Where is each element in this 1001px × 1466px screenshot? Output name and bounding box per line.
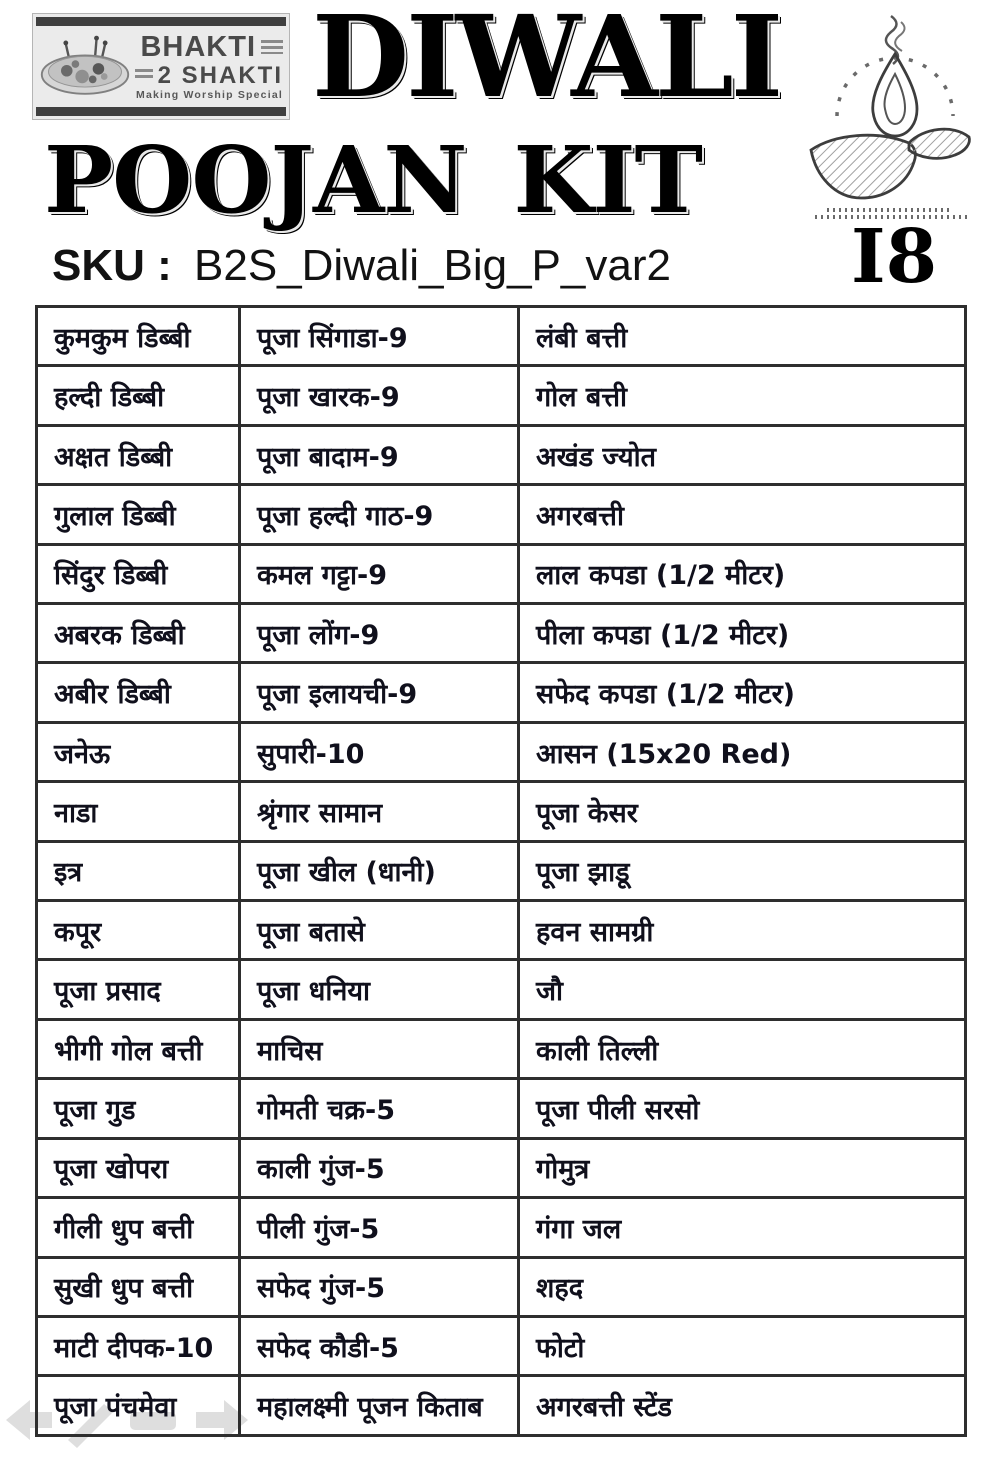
table-cell: सुखी धुप बत्ती (37, 1257, 240, 1316)
table-row (37, 1079, 966, 1138)
triple-bar-icon (135, 69, 153, 81)
table-cell: पूजा पंचमेवा (37, 1376, 240, 1436)
table-row (37, 366, 966, 425)
table-cell: पूजा बतासे (240, 901, 519, 960)
sku-value: B2S_Diwali_Big_P_var2 (194, 241, 671, 290)
table-row (37, 722, 966, 781)
triple-bar-icon (261, 40, 283, 54)
table-cell: काली तिल्ली (519, 1019, 966, 1078)
table-cell: अगरबत्ती स्टेंड (519, 1376, 966, 1436)
table-row (37, 1019, 966, 1078)
table-cell: गोल बत्ती (519, 366, 966, 425)
table-cell: पूजा इलायची-9 (240, 663, 519, 722)
table-cell: नाडा (37, 782, 240, 841)
table-cell: फोटो (519, 1316, 966, 1375)
table-cell: पूजा लोंग-9 (240, 604, 519, 663)
table-cell: जौ (519, 960, 966, 1019)
table-cell: सफेद गुंज-5 (240, 1257, 519, 1316)
table-cell: गोमुत्र (519, 1138, 966, 1197)
table-row (37, 841, 966, 900)
table-cell: अबीर डिब्बी (37, 663, 240, 722)
table-cell: कमल गट्टा-9 (240, 544, 519, 603)
table-row (37, 307, 966, 366)
table-cell: हल्दी डिब्बी (37, 366, 240, 425)
table-cell: कुमकुम डिब्बी (37, 307, 240, 366)
puja-thali-icon (37, 33, 133, 101)
table-cell: पूजा खारक-9 (240, 366, 519, 425)
table-cell: भीगी गोल बत्ती (37, 1019, 240, 1078)
kit-table-body (37, 307, 966, 1436)
table-cell: कपूर (37, 901, 240, 960)
table-cell: हवन सामग्री (519, 901, 966, 960)
logo-top-bar (36, 17, 286, 26)
table-cell: पीला कपडा (1/2 मीटर) (519, 604, 966, 663)
table-cell: गुलाल डिब्बी (37, 485, 240, 544)
table-cell: गंगा जल (519, 1198, 966, 1257)
table-row (37, 782, 966, 841)
table-cell: पूजा केसर (519, 782, 966, 841)
table-row (37, 901, 966, 960)
table-cell: सफेद कौडी-5 (240, 1316, 519, 1375)
table-row (37, 960, 966, 1019)
table-cell: आसन (15x20 Red) (519, 722, 966, 781)
page-title-line1: DIWALI (312, 0, 781, 123)
table-cell: पूजा गुड (37, 1079, 240, 1138)
table-cell: लंबी बत्ती (519, 307, 966, 366)
table-cell: पीली गुंज-5 (240, 1198, 519, 1257)
table-cell: पूजा सिंगाडा-9 (240, 307, 519, 366)
kit-code: I8 (851, 214, 938, 300)
sku-label: SKU : (52, 241, 172, 290)
brand-logo (32, 13, 290, 120)
logo-tagline: Making Worship Special (136, 88, 283, 101)
table-cell: काली गुंज-5 (240, 1138, 519, 1197)
kit-contents-table (35, 305, 967, 1437)
table-cell: अगरबत्ती (519, 485, 966, 544)
table-cell: पूजा खील (धानी) (240, 841, 519, 900)
logo-bottom-bar (36, 107, 286, 116)
table-cell: महालक्ष्मी पूजन किताब (240, 1376, 519, 1436)
table-row (37, 663, 966, 722)
table-cell: गोमती चक्र-5 (240, 1079, 519, 1138)
sku-line (52, 241, 671, 291)
table-cell: पूजा बादाम-9 (240, 425, 519, 484)
table-cell: अखंड ज्योत (519, 425, 966, 484)
table-cell: अक्षत डिब्बी (37, 425, 240, 484)
logo-text (133, 32, 283, 101)
table-row (37, 1257, 966, 1316)
table-cell: लाल कपडा (1/2 मीटर) (519, 544, 966, 603)
table-row (37, 425, 966, 484)
table-cell: माटी दीपक-10 (37, 1316, 240, 1375)
table-cell: श्रृंगार सामान (240, 782, 519, 841)
table-cell: माचिस (240, 1019, 519, 1078)
table-cell: पूजा प्रसाद (37, 960, 240, 1019)
table-cell: शहद (519, 1257, 966, 1316)
table-cell: पूजा धनिया (240, 960, 519, 1019)
table-cell: गीली धुप बत्ती (37, 1198, 240, 1257)
table-cell: अबरक डिब्बी (37, 604, 240, 663)
table-row (37, 1198, 966, 1257)
table-cell: सफेद कपडा (1/2 मीटर) (519, 663, 966, 722)
page-title-line2: POOJAN KIT (44, 126, 702, 234)
table-row (37, 544, 966, 603)
logo-brand-line1: BHAKTI (140, 31, 256, 64)
table-cell: पूजा पीली सरसो (519, 1079, 966, 1138)
table-cell: जनेऊ (37, 722, 240, 781)
table-cell: पूजा झाडू (519, 841, 966, 900)
logo-brand-line2: 2 SHAKTI (157, 61, 283, 89)
table-cell: सुपारी-10 (240, 722, 519, 781)
table-row (37, 1316, 966, 1375)
table-cell: सिंदुर डिब्बी (37, 544, 240, 603)
diya-lamp-icon (795, 12, 975, 228)
table-row (37, 604, 966, 663)
table-cell: पूजा हल्दी गाठ-9 (240, 485, 519, 544)
table-cell: पूजा खोपरा (37, 1138, 240, 1197)
table-row (37, 1138, 966, 1197)
table-cell: इत्र (37, 841, 240, 900)
table-row (37, 1376, 966, 1436)
table-row (37, 485, 966, 544)
